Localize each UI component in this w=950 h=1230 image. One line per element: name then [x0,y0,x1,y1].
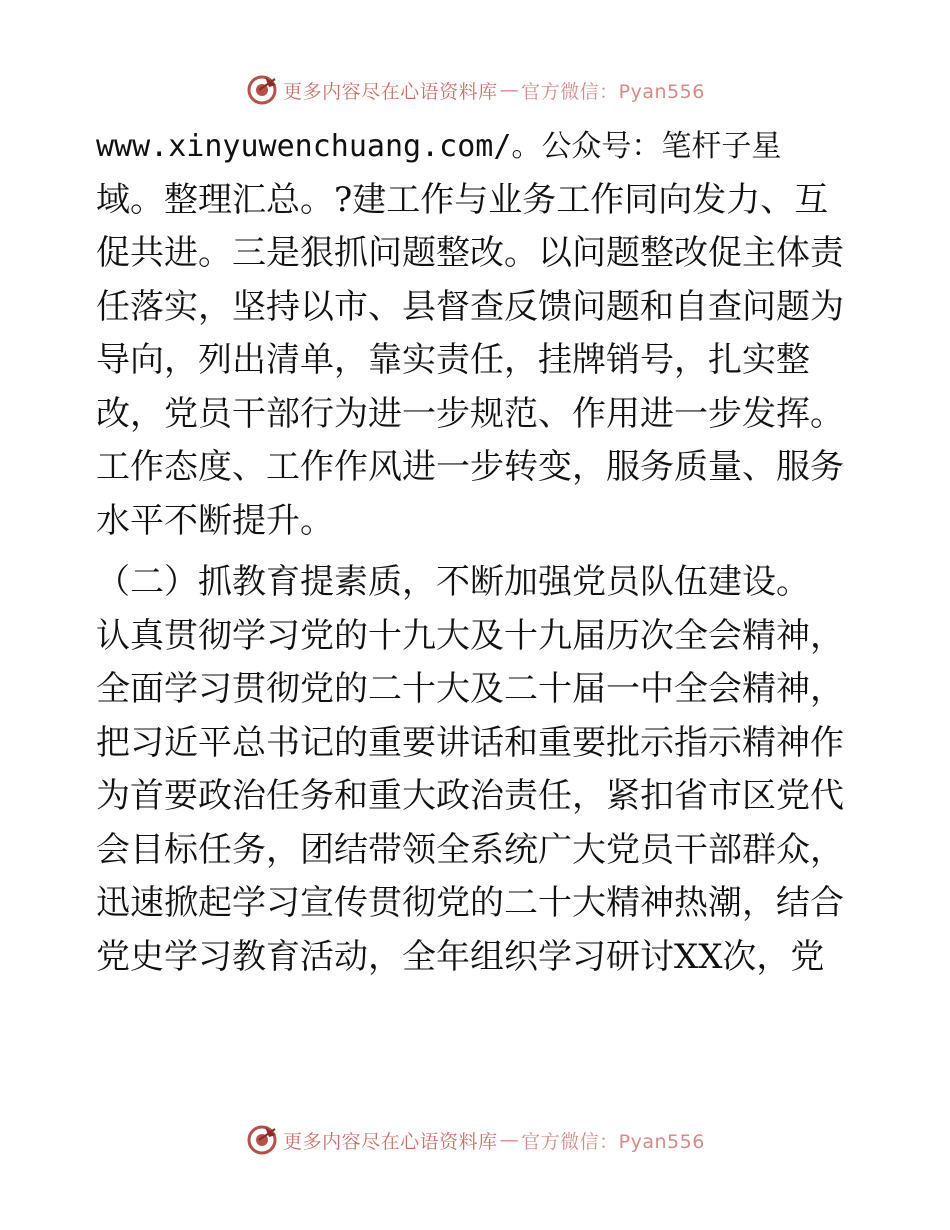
banner-brand: 更多内容尽在心语资料库 [283,1130,498,1153]
text-line: 会目标任务，团结带领全系统广大党员干部群众， [96,829,844,870]
paragraph-2 [96,556,856,984]
banner-brand: 更多内容尽在心语资料库 [283,80,498,103]
text-line: 域。整理汇总。?建工作与业务工作同向发力、互 [96,179,829,220]
text-line: 任落实，坚持以市、县督查反馈问题和自查问题为 [96,286,844,327]
header-banner [0,70,950,110]
text-line: 水平不断提升。 [96,500,334,541]
text-line: 把习近平总书记的重要讲话和重要批示指示精神作 [96,722,844,763]
text-line: 促共进。三是狠抓问题整改。以问题整改促主体责 [96,233,844,273]
text-line: 认真贯彻学习党的十九大及十九届历次全会精神， [96,615,844,656]
banner-separator: — [499,1129,520,1151]
text-line: 党史学习教育活动，全年组织学习研讨XX次，党 [96,936,825,977]
banner-account: 官方微信：Pyan556 [521,80,705,103]
text-line: 迅速掀起学习宣传贯彻党的二十大精神热潮，结合 [96,883,844,923]
logo-icon [245,73,279,107]
text-line: 为首要政治任务和重大政治责任，紧扣省市区党代 [96,776,844,816]
section-heading: （二）抓教育提素质，不断加强党员队伍建设。 [96,562,810,602]
banner-account: 官方微信：Pyan556 [521,1130,705,1153]
banner-separator: — [499,79,520,101]
footer-banner [0,1120,950,1160]
text-line: www.xinyuwenchuang.com/。公众号：笔杆子星 [96,129,782,164]
text-line: 改，党员干部行为进一步规范、作用进一步发挥。 [96,393,844,434]
logo-icon [245,1123,279,1157]
text-line: 工作态度、工作作风进一步转变，服务质量、服务 [96,447,844,487]
document-body [96,120,856,984]
text-line: 导向，列出清单，靠实责任，挂牌销号，扎实整 [96,340,810,380]
text-line: 全面学习贯彻党的二十大及二十届一中全会精神， [96,669,844,709]
paragraph-1 [96,120,856,548]
